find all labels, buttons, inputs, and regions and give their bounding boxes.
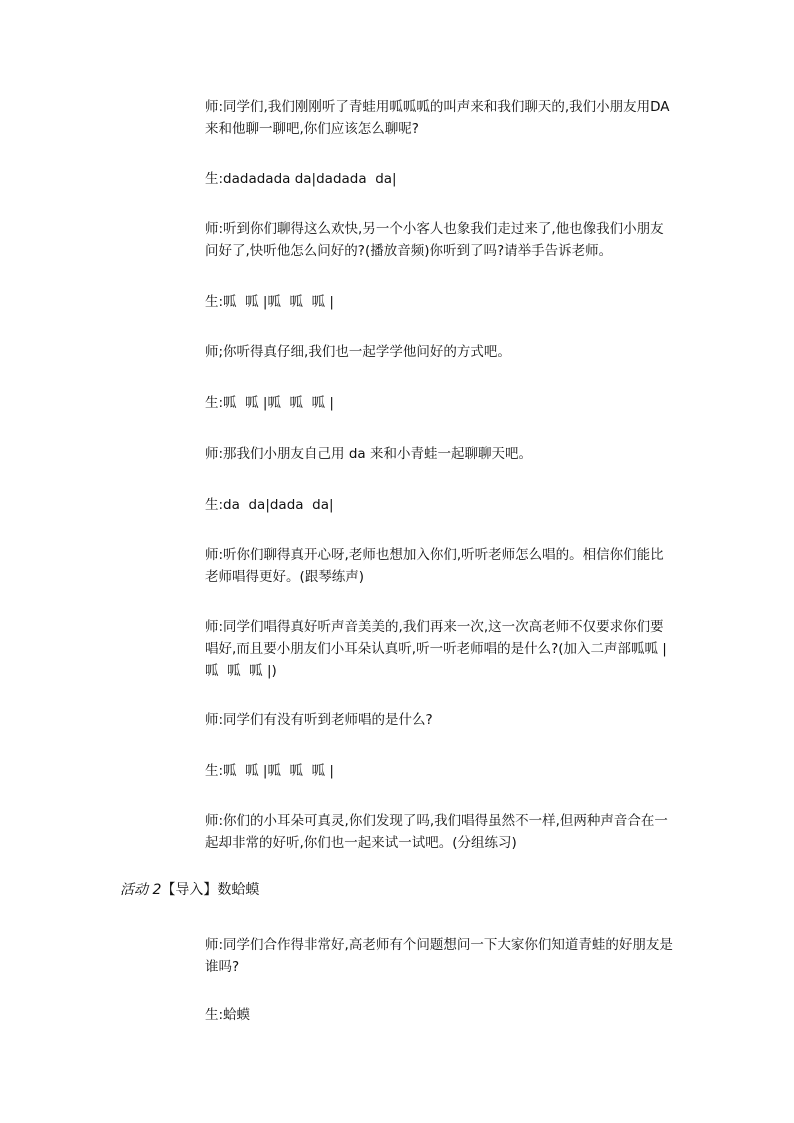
paragraph-12: 生:呱 呱 |呱 呱 呱 |	[205, 763, 334, 779]
paragraph-8: 生:da da|dada da|	[205, 497, 334, 513]
paragraph-13: 师:你们的小耳朵可真灵,你们发现了吗,我们唱得虽然不一样,但两种声音合在一起却非常的好听,你们也一起来试一试吧。(分组练习)	[205, 813, 668, 851]
paragraph-2: 生:dadadada da|dadada da|	[205, 171, 397, 187]
paragraph-3: 师:听到你们聊得这么欢快,另一个小客人也象我们走过来了,他也像我们小朋友问好了,快听他怎么问好的?(播放音频)你听到了吗?请举手告诉老师。	[205, 221, 664, 259]
activity-heading	[120, 879, 259, 901]
paragraph-5: 师;你听得真仔细,我们也一起学学他问好的方式吧。	[205, 344, 511, 360]
paragraph-7: 师:那我们小朋友自己用 da 来和小青蛙一起聊聊天吧。	[205, 446, 532, 462]
paragraph-14: 师:同学们合作得非常好,高老师有个问题想问一下大家你们知道青蛙的好朋友是谁吗?	[205, 937, 673, 975]
paragraph-4: 生:呱 呱 |呱 呱 呱 |	[205, 294, 334, 310]
paragraph-9: 师:听你们聊得真开心呀,老师也想加入你们,听听老师怎么唱的。相信你们能比老师唱得更好。(跟琴练声)	[205, 547, 664, 585]
paragraph-10: 师:同学们唱得真好听声音美美的,我们再来一次,这一次高老师不仅要求你们要唱好,而且要小朋友们小耳朵认真听,听一听老师唱的是什么?(加入二声部呱呱 |呱 呱 呱 |)	[205, 619, 667, 679]
paragraph-1: 师:同学们,我们刚刚听了青蛙用呱呱呱的叫声来和我们聊天的,我们小朋友用DA来和他聊一聊吧,你们应该怎么聊呢?	[205, 99, 670, 137]
paragraph-6: 生:呱 呱 |呱 呱 呱 |	[205, 395, 334, 411]
paragraph-15: 生:蛤蟆	[205, 1007, 251, 1023]
paragraph-11: 师:同学们有没有听到老师唱的是什么?	[205, 712, 433, 728]
activity-label: 活动 2	[120, 882, 162, 898]
activity-title: 【导入】数蛤蟆	[161, 882, 260, 898]
